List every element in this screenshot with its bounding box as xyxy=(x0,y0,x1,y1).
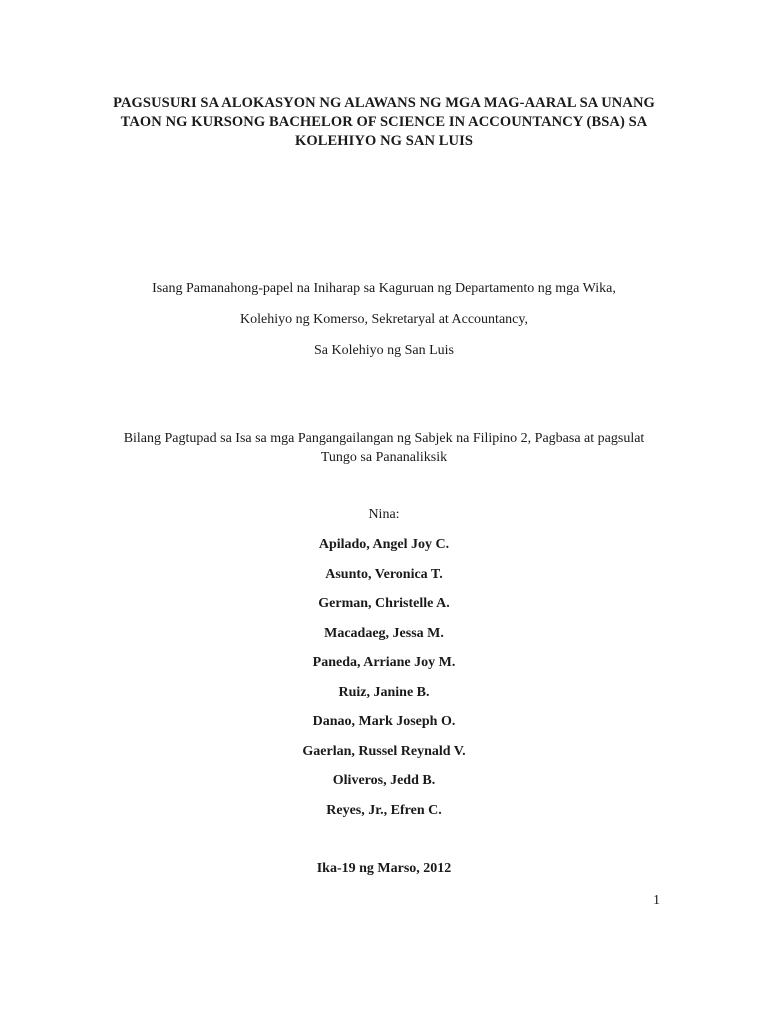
fulfillment-statement xyxy=(60,429,708,467)
submission-line-2: Kolehiyo ng Komerso, Sekretaryal at Accountancy, xyxy=(240,312,528,327)
submission-date: Ika-19 ng Marso, 2012 xyxy=(316,861,452,876)
page-number: 1 xyxy=(653,893,660,908)
author-item: Danao, Mark Joseph O. xyxy=(312,714,456,729)
title-line-1: PAGSUSURI SA ALOKASYON NG ALAWANS NG MGA MAG-AARAL SA UNANG xyxy=(113,95,655,111)
authors-label: Nina: xyxy=(368,507,400,522)
submission-line-1: Isang Pamanahong-papel na Iniharap sa Kaguruan ng Departamento ng mga Wika, xyxy=(152,281,616,296)
title-line-3: KOLEHIYO NG SAN LUIS xyxy=(294,133,474,149)
author-item: Ruiz, Janine B. xyxy=(338,684,430,700)
author-item: Reyes, Jr., Efren C. xyxy=(326,802,442,818)
fulfillment-line-2: Tungo sa Pananaliksik xyxy=(320,450,448,465)
author-item: Oliveros, Jedd B. xyxy=(332,773,436,788)
author-item: Asunto, Veronica T. xyxy=(325,566,443,582)
title-line-2: TAON NG KURSONG BACHELOR OF SCIENCE IN ACCOUNTANCY (BSA) SA xyxy=(120,114,648,130)
document-title xyxy=(60,94,708,151)
author-item: Gaerlan, Russel Reynald V. xyxy=(302,743,466,759)
fulfillment-line-1: Bilang Pagtupad sa Isa sa mga Pangangailangan ng Sabjek na Filipino 2, Pagbasa at pagsulat xyxy=(123,431,645,446)
author-list xyxy=(60,537,708,832)
submission-line-3: Sa Kolehiyo ng San Luis xyxy=(314,343,454,358)
submission-statement xyxy=(60,281,708,374)
author-item: Paneda, Arriane Joy M. xyxy=(312,655,456,670)
author-item: German, Christelle A. xyxy=(318,596,450,611)
author-item: Macadaeg, Jessa M. xyxy=(324,625,444,641)
author-item: Apilado, Angel Joy C. xyxy=(318,537,450,552)
